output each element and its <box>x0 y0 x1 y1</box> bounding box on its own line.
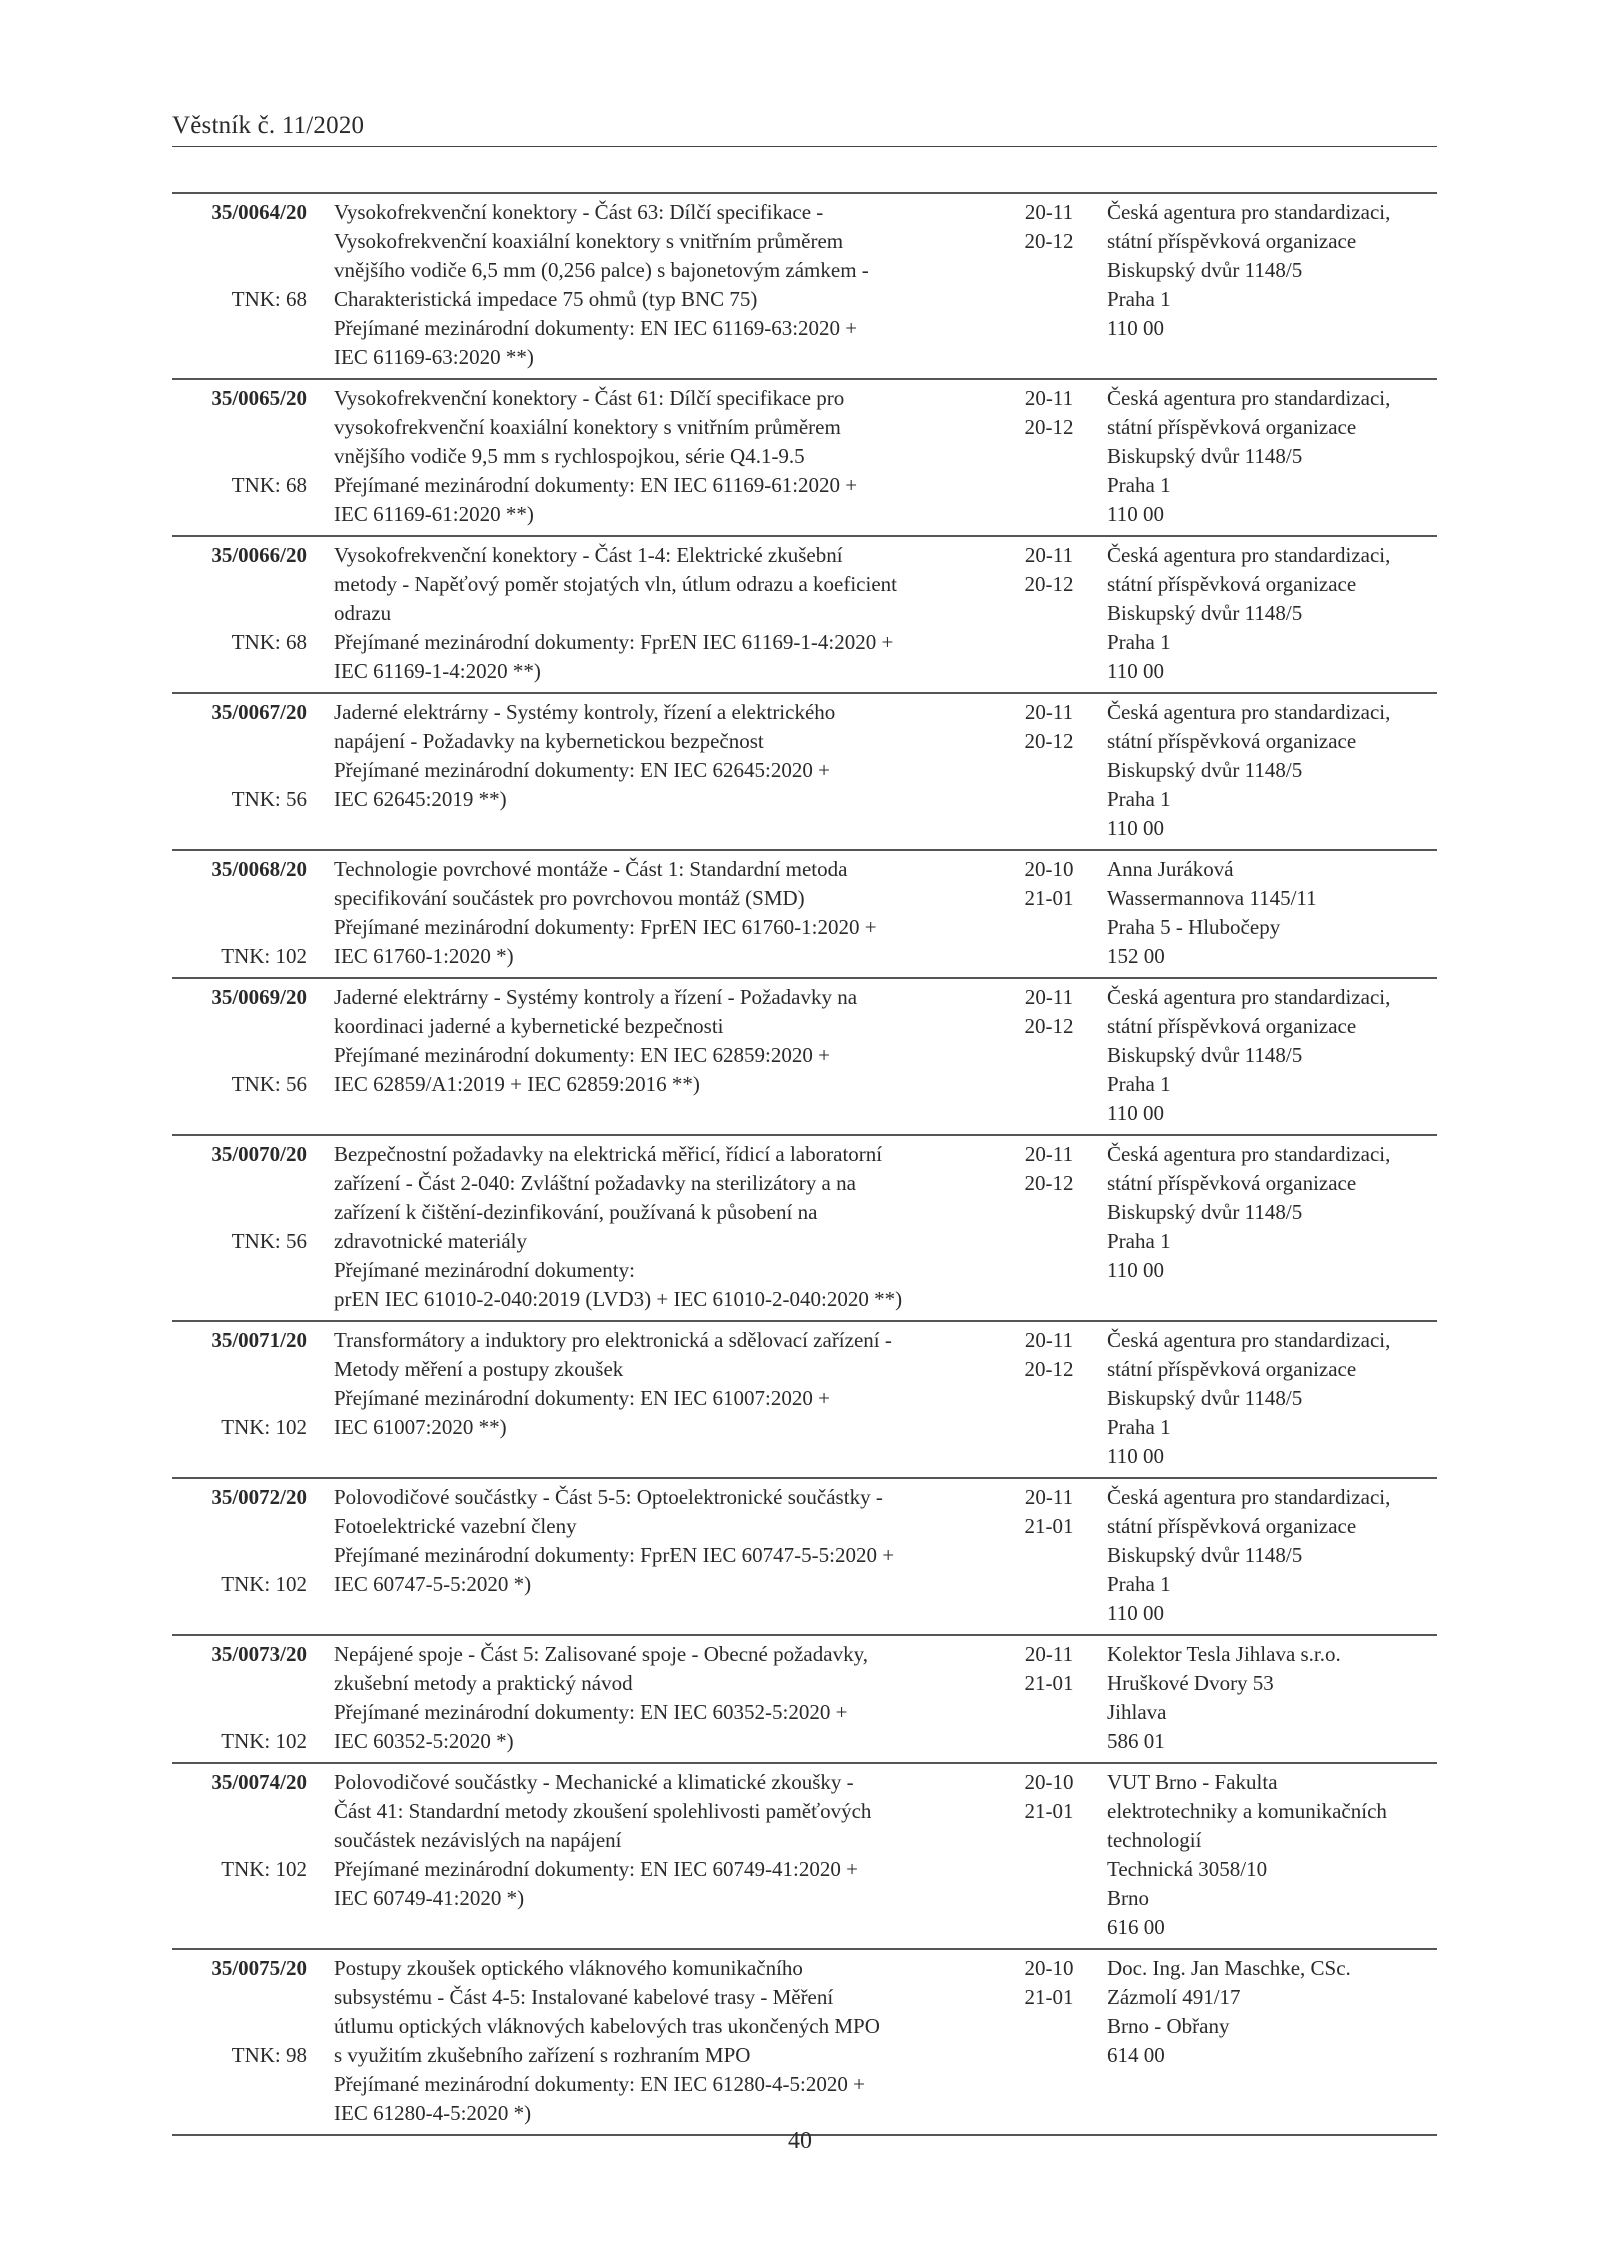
entry-dates <box>1014 1640 1084 1698</box>
address-line: Hruškové Dvory 53 <box>1107 1671 1274 1695</box>
entry-address <box>1107 198 1437 343</box>
address-line: státní příspěvková organizace <box>1107 1357 1357 1381</box>
entry-date: 20-11 <box>1024 200 1074 224</box>
description-line: Metody měření a postupy zkoušek <box>334 1357 624 1381</box>
entry-description <box>334 1768 1014 1942</box>
description-line: IEC 60352-5:2020 *) <box>334 1729 514 1753</box>
description-line: vnějšího vodiče 6,5 mm (0,256 palce) s bajonetovým zámkem - <box>334 258 869 282</box>
description-line: Přejímané mezinárodní dokumenty: EN IEC 60352-5:2020 + <box>334 1700 848 1724</box>
entry-id-cell <box>172 1483 307 1628</box>
table-row <box>172 977 1437 1134</box>
description-line: IEC 61760-1:2020 *) <box>334 944 514 968</box>
description-line: zdravotnické materiály <box>334 1229 527 1253</box>
address-line: Technická 3058/10 <box>1107 1857 1268 1881</box>
address-line: Česká agentura pro standardizaci, <box>1107 1328 1391 1352</box>
entry-description <box>334 541 1014 686</box>
entry-address <box>1107 1768 1437 1942</box>
entry-address <box>1107 698 1437 843</box>
entry-id-cell <box>172 698 307 843</box>
description-line: Přejímané mezinárodní dokumenty: EN IEC 61169-63:2020 + <box>334 316 858 340</box>
description-line: Přejímané mezinárodní dokumenty: EN IEC 60749-41:2020 + <box>334 1857 858 1881</box>
description-line: vysokofrekvenční koaxiální konektory s vnitřním průměrem <box>334 415 841 439</box>
entry-address <box>1107 983 1437 1128</box>
entry-dates <box>1014 1768 1084 1826</box>
address-line: 110 00 <box>1107 659 1164 683</box>
address-line: státní příspěvková organizace <box>1107 1171 1357 1195</box>
address-line: Brno - Obřany <box>1107 2014 1230 2038</box>
address-line: Praha 1 <box>1107 630 1171 654</box>
description-line: Fotoelektrické vazební členy <box>334 1514 577 1538</box>
entry-description <box>334 855 1014 971</box>
table-row <box>172 1320 1437 1477</box>
entry-date: 20-12 <box>1024 729 1074 753</box>
entry-dates <box>1014 855 1084 913</box>
entry-dates <box>1014 384 1084 442</box>
entry-address <box>1107 1954 1437 2070</box>
table-row <box>172 1634 1437 1762</box>
address-line: státní příspěvková organizace <box>1107 415 1357 439</box>
address-line: Biskupský dvůr 1148/5 <box>1107 444 1303 468</box>
entry-date: 20-12 <box>1024 1171 1074 1195</box>
entry-dates <box>1014 983 1084 1041</box>
entry-address <box>1107 1140 1437 1285</box>
entry-date: 21-01 <box>1024 1514 1074 1538</box>
table-row <box>172 849 1437 977</box>
entry-date: 20-12 <box>1024 1357 1074 1381</box>
description-line: Bezpečnostní požadavky na elektrická měřicí, řídicí a laboratorní <box>334 1142 883 1166</box>
description-line: Přejímané mezinárodní dokumenty: EN IEC 62645:2020 + <box>334 758 830 782</box>
entry-description <box>334 1954 1014 2128</box>
entry-dates <box>1014 198 1084 256</box>
description-line: koordinaci jaderné a kybernetické bezpečnosti <box>334 1014 724 1038</box>
address-line: 110 00 <box>1107 1444 1164 1468</box>
description-line: Jaderné elektrárny - Systémy kontroly a řízení - Požadavky na <box>334 985 858 1009</box>
table-row <box>172 1762 1437 1948</box>
address-line: Biskupský dvůr 1148/5 <box>1107 1043 1303 1067</box>
description-line: Postupy zkoušek optického vláknového komunikačního <box>334 1956 803 1980</box>
address-line: státní příspěvková organizace <box>1107 229 1357 253</box>
description-line: subsystému - Část 4-5: Instalované kabelové trasy - Měření <box>334 1985 834 2009</box>
address-line: 110 00 <box>1107 1601 1164 1625</box>
entry-date: 21-01 <box>1024 886 1074 910</box>
description-line: Polovodičové součástky - Mechanické a klimatické zkoušky - <box>334 1770 854 1794</box>
entry-id-cell <box>172 1140 307 1314</box>
entry-description <box>334 698 1014 843</box>
entry-dates <box>1014 541 1084 599</box>
entry-dates <box>1014 1483 1084 1541</box>
description-line: útlumu optických vláknových kabelových tras ukončených MPO <box>334 2014 880 2038</box>
entry-id-cell <box>172 1768 307 1942</box>
description-line: IEC 61169-61:2020 **) <box>334 502 534 526</box>
entry-tnk: TNK: 68 <box>231 630 307 654</box>
entry-date: 21-01 <box>1024 1799 1074 1823</box>
entry-id-cell <box>172 1326 307 1471</box>
entry-number: 35/0074/20 <box>211 1770 307 1794</box>
entry-tnk: TNK: 68 <box>231 473 307 497</box>
address-line: 110 00 <box>1107 1258 1164 1282</box>
entry-date: 21-01 <box>1024 1985 1074 2009</box>
entry-dates <box>1014 1326 1084 1384</box>
address-line: 110 00 <box>1107 1101 1164 1125</box>
entry-address <box>1107 1640 1437 1756</box>
table-row <box>172 378 1437 535</box>
table-row <box>172 692 1437 849</box>
entry-dates <box>1014 698 1084 756</box>
entry-date: 20-12 <box>1024 415 1074 439</box>
page-number: 40 <box>788 2128 812 2154</box>
entry-date: 20-11 <box>1024 1328 1074 1352</box>
entry-id-cell <box>172 1640 307 1756</box>
description-line: napájení - Požadavky na kybernetickou bezpečnost <box>334 729 764 753</box>
entry-date: 20-12 <box>1024 1014 1074 1038</box>
description-line: Vysokofrekvenční koaxiální konektory s vnitřním průměrem <box>334 229 844 253</box>
entry-id-cell <box>172 541 307 686</box>
entry-id-cell <box>172 384 307 529</box>
entry-tnk: TNK: 56 <box>231 1229 307 1253</box>
entry-description <box>334 1483 1014 1628</box>
entry-date: 20-12 <box>1024 229 1074 253</box>
description-line: metody - Napěťový poměr stojatých vln, útlum odrazu a koeficient <box>334 572 897 596</box>
address-line: Biskupský dvůr 1148/5 <box>1107 1543 1303 1567</box>
entry-number: 35/0065/20 <box>211 386 307 410</box>
description-line: IEC 60747-5-5:2020 *) <box>334 1572 532 1596</box>
entry-tnk: TNK: 68 <box>231 287 307 311</box>
address-line: 110 00 <box>1107 816 1164 840</box>
description-line: součástek nezávislých na napájení <box>334 1828 622 1852</box>
entry-description <box>334 1640 1014 1756</box>
address-line: Zázmolí 491/17 <box>1107 1985 1241 2009</box>
entry-tnk: TNK: 102 <box>221 944 307 968</box>
entry-id-cell <box>172 198 307 372</box>
table-row <box>172 192 1437 378</box>
entry-id-cell <box>172 1954 307 2128</box>
address-line: státní příspěvková organizace <box>1107 1514 1357 1538</box>
entry-date: 20-10 <box>1024 1956 1074 1980</box>
description-line: Jaderné elektrárny - Systémy kontroly, řízení a elektrického <box>334 700 836 724</box>
description-line: IEC 62645:2019 **) <box>334 787 507 811</box>
entry-tnk: TNK: 56 <box>231 787 307 811</box>
address-line: státní příspěvková organizace <box>1107 729 1357 753</box>
entry-description <box>334 198 1014 372</box>
address-line: Praha 1 <box>1107 1229 1171 1253</box>
address-line: Biskupský dvůr 1148/5 <box>1107 1200 1303 1224</box>
entry-date: 20-11 <box>1024 985 1074 1009</box>
table-row <box>172 1134 1437 1320</box>
entry-number: 35/0069/20 <box>211 985 307 1009</box>
description-line: Vysokofrekvenční konektory - Část 1-4: Elektrické zkušební <box>334 543 843 567</box>
address-line: Wassermannova 1145/11 <box>1107 886 1317 910</box>
address-line: Česká agentura pro standardizaci, <box>1107 1485 1391 1509</box>
entry-number: 35/0070/20 <box>211 1142 307 1166</box>
address-line: Praha 1 <box>1107 287 1171 311</box>
address-line: VUT Brno - Fakulta <box>1107 1770 1278 1794</box>
address-line: Česká agentura pro standardizaci, <box>1107 200 1391 224</box>
entry-description <box>334 1140 1014 1314</box>
entry-date: 20-10 <box>1024 1770 1074 1794</box>
address-line: Česká agentura pro standardizaci, <box>1107 700 1391 724</box>
entry-id-cell <box>172 983 307 1128</box>
entry-address <box>1107 1483 1437 1628</box>
entry-number: 35/0064/20 <box>211 200 307 224</box>
address-line: 152 00 <box>1107 944 1165 968</box>
entry-address <box>1107 384 1437 529</box>
entry-description <box>334 983 1014 1128</box>
entry-dates <box>1014 1140 1084 1198</box>
description-line: Přejímané mezinárodní dokumenty: FprEN IEC 61760-1:2020 + <box>334 915 877 939</box>
description-line: Část 41: Standardní metody zkoušení spolehlivosti paměťových <box>334 1799 872 1823</box>
entry-address <box>1107 541 1437 686</box>
entry-address <box>1107 855 1437 971</box>
table-row <box>172 1477 1437 1634</box>
description-line: Polovodičové součástky - Část 5-5: Optoelektronické součástky - <box>334 1485 883 1509</box>
address-line: Biskupský dvůr 1148/5 <box>1107 758 1303 782</box>
address-line: Praha 1 <box>1107 1072 1171 1096</box>
description-line: IEC 61280-4-5:2020 *) <box>334 2101 532 2125</box>
description-line: zařízení k čištění-dezinfikování, používaná k působení na <box>334 1200 818 1224</box>
address-line: 110 00 <box>1107 316 1164 340</box>
description-line: Nepájené spoje - Část 5: Zalisované spoje - Obecné požadavky, <box>334 1642 868 1666</box>
entry-tnk: TNK: 102 <box>221 1857 307 1881</box>
entry-date: 20-11 <box>1024 1142 1074 1166</box>
description-line: Přejímané mezinárodní dokumenty: FprEN IEC 61169-1-4:2020 + <box>334 630 894 654</box>
entry-tnk: TNK: 102 <box>221 1572 307 1596</box>
entry-tnk: TNK: 56 <box>231 1072 307 1096</box>
description-line: zařízení - Část 2-040: Zvláštní požadavky na sterilizátory a na <box>334 1171 856 1195</box>
description-line: Přejímané mezinárodní dokumenty: EN IEC 61007:2020 + <box>334 1386 830 1410</box>
address-line: 614 00 <box>1107 2043 1165 2067</box>
entry-address <box>1107 1326 1437 1471</box>
address-line: 110 00 <box>1107 502 1164 526</box>
entry-date: 20-11 <box>1024 1485 1074 1509</box>
address-line: Praha 1 <box>1107 787 1171 811</box>
description-line: Transformátory a induktory pro elektronická a sdělovací zařízení - <box>334 1328 892 1352</box>
description-line: odrazu <box>334 601 392 625</box>
description-line: Přejímané mezinárodní dokumenty: EN IEC 61280-4-5:2020 + <box>334 2072 865 2096</box>
entry-tnk: TNK: 102 <box>221 1415 307 1439</box>
description-line: Vysokofrekvenční konektory - Část 63: Dílčí specifikace - <box>334 200 824 224</box>
address-line: Biskupský dvůr 1148/5 <box>1107 1386 1303 1410</box>
entry-number: 35/0071/20 <box>211 1328 307 1352</box>
entry-tnk: TNK: 98 <box>231 2043 307 2067</box>
address-line: Praha 1 <box>1107 1415 1171 1439</box>
description-line: Přejímané mezinárodní dokumenty: EN IEC 61169-61:2020 + <box>334 473 858 497</box>
entry-date: 21-01 <box>1024 1671 1074 1695</box>
description-line: specifikování součástek pro povrchovou montáž (SMD) <box>334 886 805 910</box>
entry-number: 35/0068/20 <box>211 857 307 881</box>
description-line: Vysokofrekvenční konektory - Část 61: Dílčí specifikace pro <box>334 386 845 410</box>
entry-tnk: TNK: 102 <box>221 1729 307 1753</box>
address-line: Anna Juráková <box>1107 857 1234 881</box>
address-line: Praha 1 <box>1107 473 1171 497</box>
address-line: Česká agentura pro standardizaci, <box>1107 543 1391 567</box>
address-line: technologií <box>1107 1828 1202 1852</box>
address-line: Biskupský dvůr 1148/5 <box>1107 258 1303 282</box>
entry-date: 20-10 <box>1024 857 1074 881</box>
address-line: Kolektor Tesla Jihlava s.r.o. <box>1107 1642 1341 1666</box>
entry-number: 35/0073/20 <box>211 1642 307 1666</box>
address-line: Praha 1 <box>1107 1572 1171 1596</box>
description-line: Přejímané mezinárodní dokumenty: <box>334 1258 635 1282</box>
description-line: zkušební metody a praktický návod <box>334 1671 633 1695</box>
description-line: IEC 61007:2020 **) <box>334 1415 507 1439</box>
address-line: 616 00 <box>1107 1915 1165 1939</box>
entry-date: 20-11 <box>1024 386 1074 410</box>
entry-date: 20-11 <box>1024 700 1074 724</box>
address-line: Brno <box>1107 1886 1149 1910</box>
table-row <box>172 1948 1437 2136</box>
entry-description <box>334 384 1014 529</box>
standards-table <box>172 192 1437 2136</box>
entry-number: 35/0075/20 <box>211 1956 307 1980</box>
description-line: IEC 60749-41:2020 *) <box>334 1886 525 1910</box>
description-line: Charakteristická impedace 75 ohmů (typ BNC 75) <box>334 287 758 311</box>
description-line: vnějšího vodiče 9,5 mm s rychlospojkou, série Q4.1-9.5 <box>334 444 805 468</box>
entry-description <box>334 1326 1014 1471</box>
description-line: IEC 61169-1-4:2020 **) <box>334 659 541 683</box>
description-line: Přejímané mezinárodní dokumenty: FprEN IEC 60747-5-5:2020 + <box>334 1543 895 1567</box>
entry-date: 20-11 <box>1024 543 1074 567</box>
address-line: Praha 5 - Hlubočepy <box>1107 915 1281 939</box>
description-line: IEC 62859/A1:2019 + IEC 62859:2016 **) <box>334 1072 700 1096</box>
address-line: Doc. Ing. Jan Maschke, CSc. <box>1107 1956 1351 1980</box>
description-line: s využitím zkušebního zařízení s rozhraním MPO <box>334 2043 751 2067</box>
page-header-title: Věstník č. 11/2020 <box>172 112 365 139</box>
address-line: Česká agentura pro standardizaci, <box>1107 985 1391 1009</box>
entry-date: 20-12 <box>1024 572 1074 596</box>
address-line: Biskupský dvůr 1148/5 <box>1107 601 1303 625</box>
description-line: IEC 61169-63:2020 **) <box>334 345 534 369</box>
entry-number: 35/0066/20 <box>211 543 307 567</box>
address-line: státní příspěvková organizace <box>1107 572 1357 596</box>
header-divider <box>172 146 1437 147</box>
address-line: 586 01 <box>1107 1729 1165 1753</box>
description-line: Technologie povrchové montáže - Část 1: Standardní metoda <box>334 857 848 881</box>
address-line: státní příspěvková organizace <box>1107 1014 1357 1038</box>
address-line: elektrotechniky a komunikačních <box>1107 1799 1387 1823</box>
table-row <box>172 535 1437 692</box>
entry-date: 20-11 <box>1024 1642 1074 1666</box>
address-line: Česká agentura pro standardizaci, <box>1107 1142 1391 1166</box>
entry-number: 35/0072/20 <box>211 1485 307 1509</box>
entry-dates <box>1014 1954 1084 2012</box>
address-line: Česká agentura pro standardizaci, <box>1107 386 1391 410</box>
address-line: Jihlava <box>1107 1700 1167 1724</box>
entry-number: 35/0067/20 <box>211 700 307 724</box>
description-line: prEN IEC 61010-2-040:2019 (LVD3) + IEC 61010-2-040:2020 **) <box>334 1287 903 1311</box>
entry-id-cell <box>172 855 307 971</box>
description-line: Přejímané mezinárodní dokumenty: EN IEC 62859:2020 + <box>334 1043 830 1067</box>
